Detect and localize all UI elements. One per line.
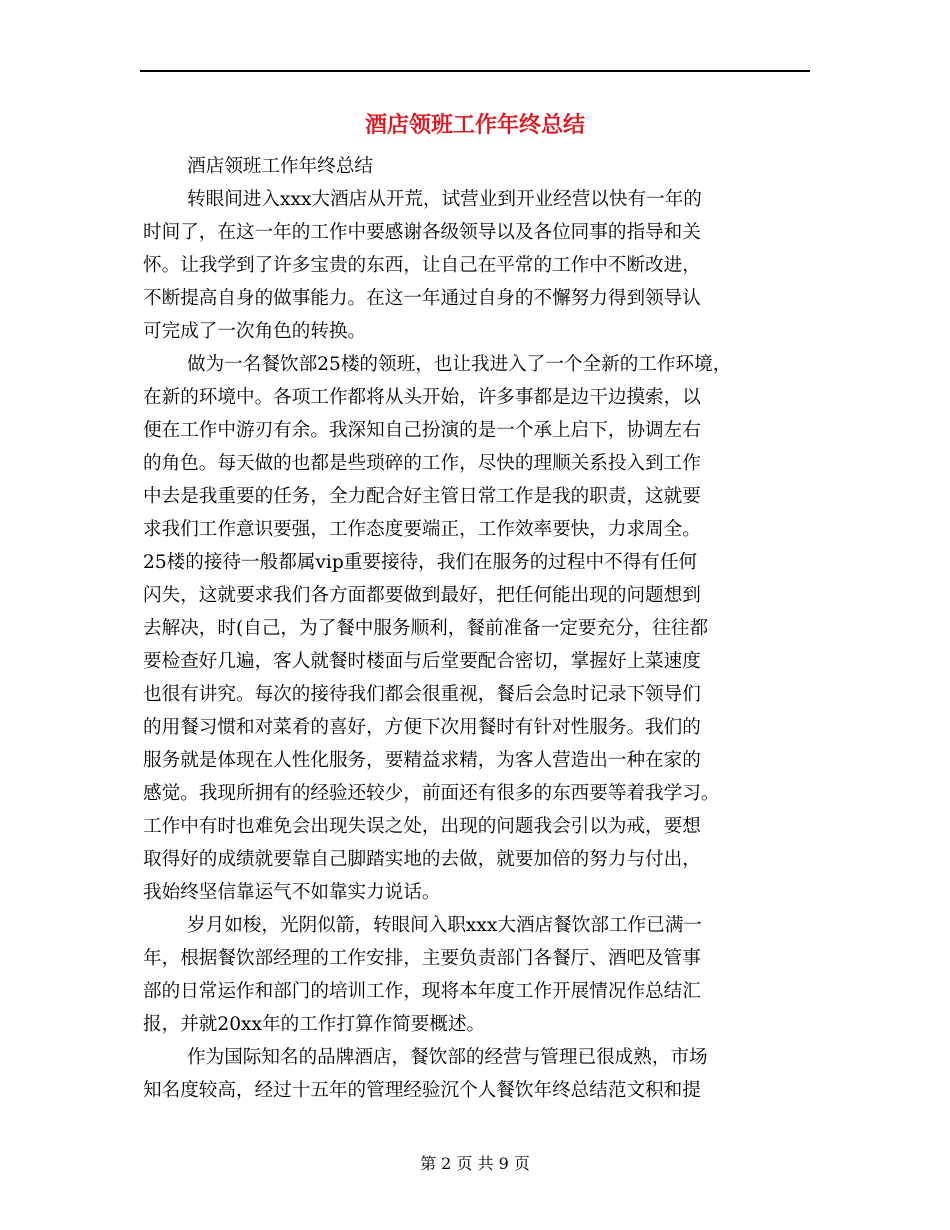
text-line: 部的日常运作和部门的培训工作，现将本年度工作开展情况作总结汇 <box>143 981 701 1002</box>
text-line: 的角色。每天做的也都是些琐碎的工作，尽快的理顺关系投入到工作 <box>143 453 701 474</box>
text-line: 感觉。我现所拥有的经验还较少，前面还有很多的东西要等着我学习。 <box>143 783 720 804</box>
text-line: 在新的环境中。各项工作都将从头开始，许多事都是边干边摸索，以 <box>143 387 701 408</box>
text-line: 作为国际知名的品牌酒店，餐饮部的经营与管理已很成熟，市场 <box>187 1047 708 1068</box>
text-line: 年，根据餐饮部经理的工作安排，主要负责部门各餐厅、酒吧及管事 <box>143 948 701 969</box>
text-line: 25楼的接待一般都属vip重要接待，我们在服务的过程中不得有任何 <box>143 552 698 573</box>
text-line: 岁月如梭，光阴似箭，转眼间入职xxx大酒店餐饮部工作已满一 <box>187 915 702 936</box>
text-line: 服务就是体现在人性化服务，要精益求精，为客人营造出一种在家的 <box>143 750 701 771</box>
text-line: 中去是我重要的任务，全力配合好主管日常工作是我的职责，这就要 <box>143 486 701 507</box>
document-body <box>143 150 810 1107</box>
text-line: 工作中有时也难免会出现失误之处，出现的问题我会引以为戒，要想 <box>143 816 701 837</box>
text-line: 要检查好几遍，客人就餐时楼面与后堂要配合密切，掌握好上菜速度 <box>143 651 701 672</box>
text-line: 也很有讲究。每次的接待我们都会很重视，餐后会急时记录下领导们 <box>143 684 701 705</box>
page-footer: 第 2 页 共 9 页 <box>420 1154 530 1173</box>
text-line: 便在工作中游刃有余。我深知自己扮演的是一个承上启下，协调左右 <box>143 420 701 441</box>
text-line: 的用餐习惯和对菜肴的喜好，方便下次用餐时有针对性服务。我们的 <box>143 717 701 738</box>
text-line: 可完成了一次角色的转换。 <box>143 321 367 342</box>
text-line: 时间了，在这一年的工作中要感谢各级领导以及各位同事的指导和关 <box>143 222 701 243</box>
header-rule <box>140 70 810 72</box>
text-line: 报，并就20xx年的工作打算作简要概述。 <box>143 1014 486 1035</box>
text-line: 闪失，这就要求我们各方面都要做到最好，把任何能出现的问题想到 <box>143 585 701 606</box>
text-line: 求我们工作意识要强，工作态度要端正，工作效率要快，力求周全。 <box>143 519 701 540</box>
text-line: 转眼间进入xxx大酒店从开荒，试营业到开业经营以快有一年的 <box>187 189 702 210</box>
text-line: 我始终坚信靠运气不如靠实力说话。 <box>143 882 441 903</box>
text-line: 知名度较高，经过十五年的管理经验沉个人餐饮年终总结范文积和提 <box>143 1080 701 1101</box>
text-line: 酒店领班工作年终总结 <box>187 156 373 177</box>
document-title: 酒店领班工作年终总结 <box>364 112 585 138</box>
text-line: 取得好的成绩就要靠自己脚踏实地的去做，就要加倍的努力与付出， <box>143 849 701 870</box>
text-line: 做为一名餐饮部25楼的领班，也让我进入了一个全新的工作环境， <box>187 354 732 375</box>
text-line: 去解决，时(自己，为了餐中服务顺利，餐前准备一定要充分，往往都 <box>143 618 709 639</box>
text-line: 不断提高自身的做事能力。在这一年通过自身的不懈努力得到领导认 <box>143 288 701 309</box>
text-line: 怀。让我学到了许多宝贵的东西，让自己在平常的工作中不断改进， <box>143 255 701 276</box>
